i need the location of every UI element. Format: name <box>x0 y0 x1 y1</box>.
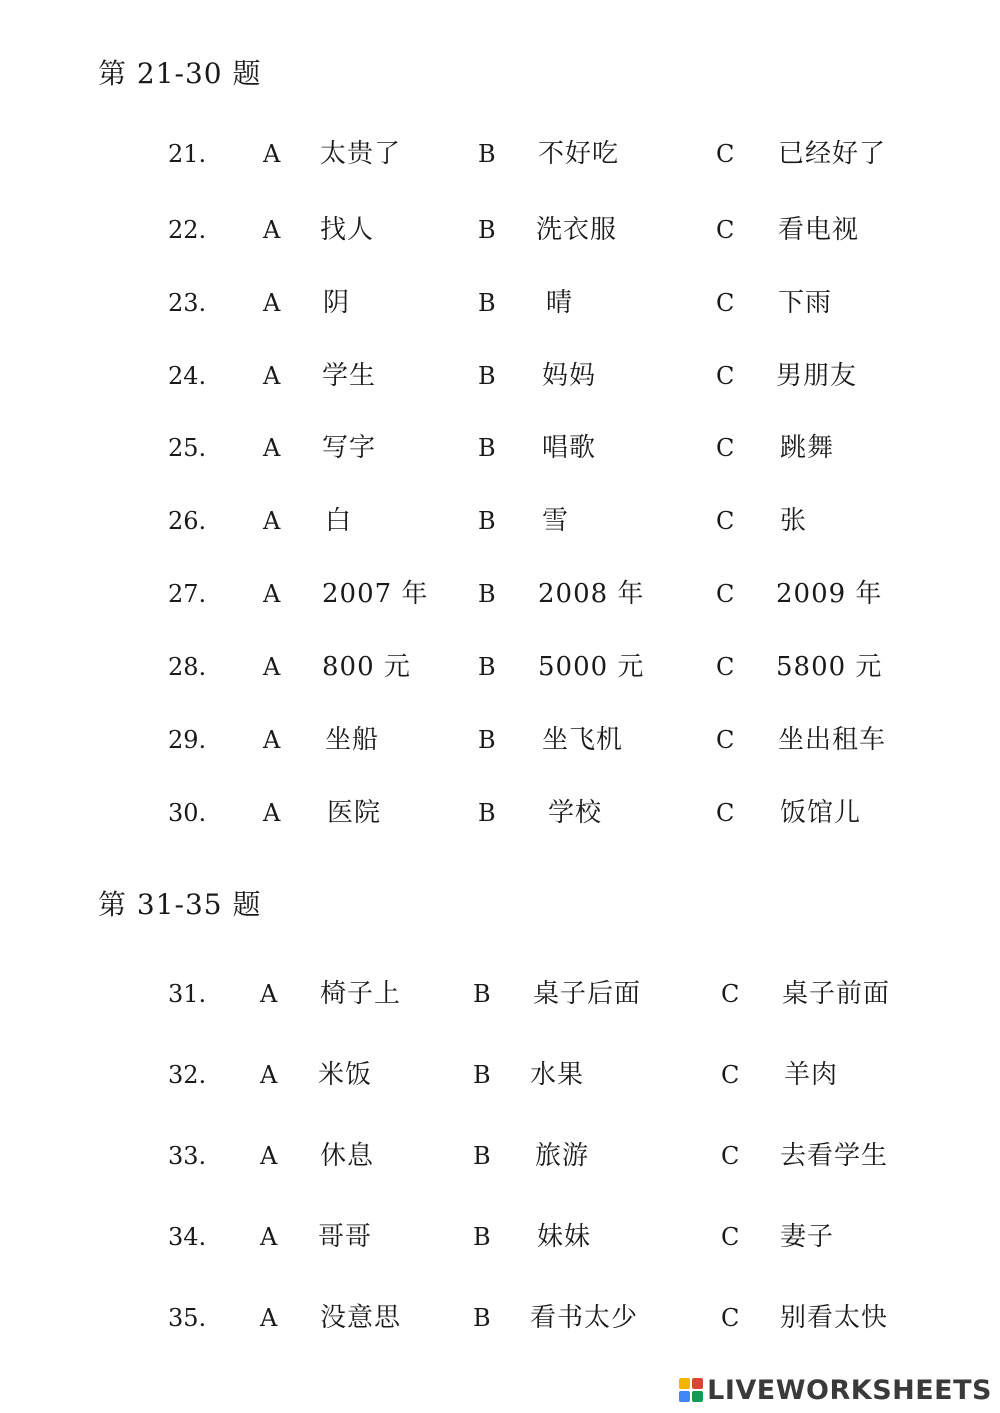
option-b-label: B <box>478 434 496 462</box>
question-number: 28. <box>168 653 207 681</box>
question-row-25 <box>0 428 1000 468</box>
option-c-label: C <box>721 980 740 1008</box>
option-b-text: 旅游 <box>535 1141 590 1171</box>
option-c-label: C <box>716 799 735 827</box>
option-b-label: B <box>478 140 496 168</box>
question-row-33 <box>0 1136 1000 1176</box>
option-c-label: C <box>721 1223 740 1251</box>
option-a-label: A <box>263 216 281 244</box>
section-title-31-35: 第 31-35 题 <box>98 888 262 921</box>
option-b-text: 雪 <box>542 506 570 536</box>
option-c-label: C <box>716 216 735 244</box>
option-c-label: C <box>716 434 735 462</box>
option-b-label: B <box>473 1061 491 1089</box>
option-a-text: 800 元 <box>322 652 411 682</box>
question-row-35 <box>0 1298 1000 1338</box>
option-c-label: C <box>716 580 735 608</box>
option-a-text: 阴 <box>323 288 351 318</box>
option-b-label: B <box>478 216 496 244</box>
option-c-text: 妻子 <box>780 1222 835 1252</box>
option-c-label: C <box>716 507 735 535</box>
option-c-label: C <box>716 140 735 168</box>
option-b-label: B <box>478 580 496 608</box>
option-b-label: B <box>473 1304 491 1332</box>
option-b-text: 5000 元 <box>538 652 645 682</box>
option-c-text: 5800 元 <box>776 652 883 682</box>
option-b-label: B <box>478 653 496 681</box>
option-b-text: 唱歌 <box>542 433 597 463</box>
option-a-text: 找人 <box>320 215 375 245</box>
question-number: 27. <box>168 580 207 608</box>
option-a-text: 学生 <box>322 361 377 391</box>
option-c-label: C <box>716 726 735 754</box>
liveworksheets-logo <box>679 1373 992 1407</box>
option-b-label: B <box>473 1142 491 1170</box>
option-b-label: B <box>478 362 496 390</box>
option-a-label: A <box>260 980 278 1008</box>
option-a-label: A <box>263 289 281 317</box>
option-c-text: 张 <box>780 506 808 536</box>
question-row-34 <box>0 1217 1000 1257</box>
question-number: 32. <box>168 1061 207 1089</box>
question-number: 23. <box>168 289 207 317</box>
question-row-23 <box>0 283 1000 323</box>
liveworksheets-logo-icon <box>679 1378 703 1402</box>
option-b-text: 2008 年 <box>538 579 645 609</box>
option-c-text: 2009 年 <box>776 579 883 609</box>
option-a-text: 休息 <box>320 1141 375 1171</box>
option-b-text: 妈妈 <box>542 361 597 391</box>
option-c-text: 羊肉 <box>784 1060 839 1090</box>
option-a-label: A <box>263 799 281 827</box>
section-title-21-30: 第 21-30 题 <box>98 57 262 90</box>
option-b-text: 水果 <box>530 1060 585 1090</box>
option-b-label: B <box>473 980 491 1008</box>
option-c-text: 跳舞 <box>780 433 835 463</box>
question-row-26 <box>0 501 1000 541</box>
option-b-text: 妹妹 <box>537 1222 592 1252</box>
option-b-label: B <box>473 1223 491 1251</box>
option-a-label: A <box>263 362 281 390</box>
option-c-text: 已经好了 <box>778 139 887 169</box>
option-c-label: C <box>721 1061 740 1089</box>
option-c-text: 看电视 <box>778 215 860 245</box>
option-a-label: A <box>263 726 281 754</box>
question-row-31 <box>0 974 1000 1014</box>
option-c-label: C <box>716 653 735 681</box>
question-number: 34. <box>168 1223 207 1251</box>
option-a-text: 坐船 <box>325 725 380 755</box>
question-number: 21. <box>168 140 207 168</box>
option-a-label: A <box>260 1061 278 1089</box>
question-row-21 <box>0 134 1000 174</box>
option-b-text: 学校 <box>548 798 603 828</box>
option-c-label: C <box>716 289 735 317</box>
option-b-text: 桌子后面 <box>533 979 642 1009</box>
option-b-label: B <box>478 289 496 317</box>
question-number: 26. <box>168 507 207 535</box>
option-b-label: B <box>478 507 496 535</box>
option-c-text: 去看学生 <box>780 1141 889 1171</box>
option-a-text: 哥哥 <box>318 1222 373 1252</box>
option-a-text: 米饭 <box>318 1060 373 1090</box>
option-c-text: 男朋友 <box>776 361 858 391</box>
option-c-text: 桌子前面 <box>782 979 891 1009</box>
question-row-28 <box>0 647 1000 687</box>
option-a-text: 没意思 <box>320 1303 402 1333</box>
question-number: 22. <box>168 216 207 244</box>
question-row-30 <box>0 793 1000 833</box>
option-a-label: A <box>263 507 281 535</box>
question-number: 31. <box>168 980 207 1008</box>
option-a-label: A <box>263 653 281 681</box>
option-a-text: 太贵了 <box>320 139 402 169</box>
option-c-label: C <box>721 1142 740 1170</box>
option-a-label: A <box>260 1223 278 1251</box>
option-a-text: 椅子上 <box>320 979 402 1009</box>
option-c-text: 下雨 <box>778 288 833 318</box>
option-a-label: A <box>263 140 281 168</box>
option-c-text: 坐出租车 <box>778 725 887 755</box>
option-b-text: 不好吃 <box>538 139 620 169</box>
question-number: 29. <box>168 726 207 754</box>
liveworksheets-brand-text: LIVEWORKSHEETS <box>707 1374 992 1406</box>
option-a-label: A <box>263 434 281 462</box>
option-b-label: B <box>478 726 496 754</box>
option-b-text: 晴 <box>546 288 574 318</box>
question-number: 30. <box>168 799 207 827</box>
question-number: 24. <box>168 362 207 390</box>
option-b-text: 坐飞机 <box>542 725 624 755</box>
question-number: 33. <box>168 1142 207 1170</box>
option-c-label: C <box>716 362 735 390</box>
option-a-label: A <box>260 1142 278 1170</box>
option-c-text: 饭馆儿 <box>780 798 862 828</box>
option-b-label: B <box>478 799 496 827</box>
question-row-27 <box>0 574 1000 614</box>
question-row-24 <box>0 356 1000 396</box>
option-c-label: C <box>721 1304 740 1332</box>
question-row-29 <box>0 720 1000 760</box>
option-a-text: 2007 年 <box>322 579 429 609</box>
option-c-text: 别看太快 <box>780 1303 889 1333</box>
question-row-22 <box>0 210 1000 250</box>
option-a-label: A <box>260 1304 278 1332</box>
question-number: 35. <box>168 1304 207 1332</box>
option-b-text: 洗衣服 <box>536 215 618 245</box>
option-a-text: 医院 <box>327 798 382 828</box>
option-a-text: 白 <box>325 506 353 536</box>
option-a-text: 写字 <box>322 433 377 463</box>
question-row-32 <box>0 1055 1000 1095</box>
question-number: 25. <box>168 434 207 462</box>
option-b-text: 看书太少 <box>530 1303 639 1333</box>
option-a-label: A <box>263 580 281 608</box>
